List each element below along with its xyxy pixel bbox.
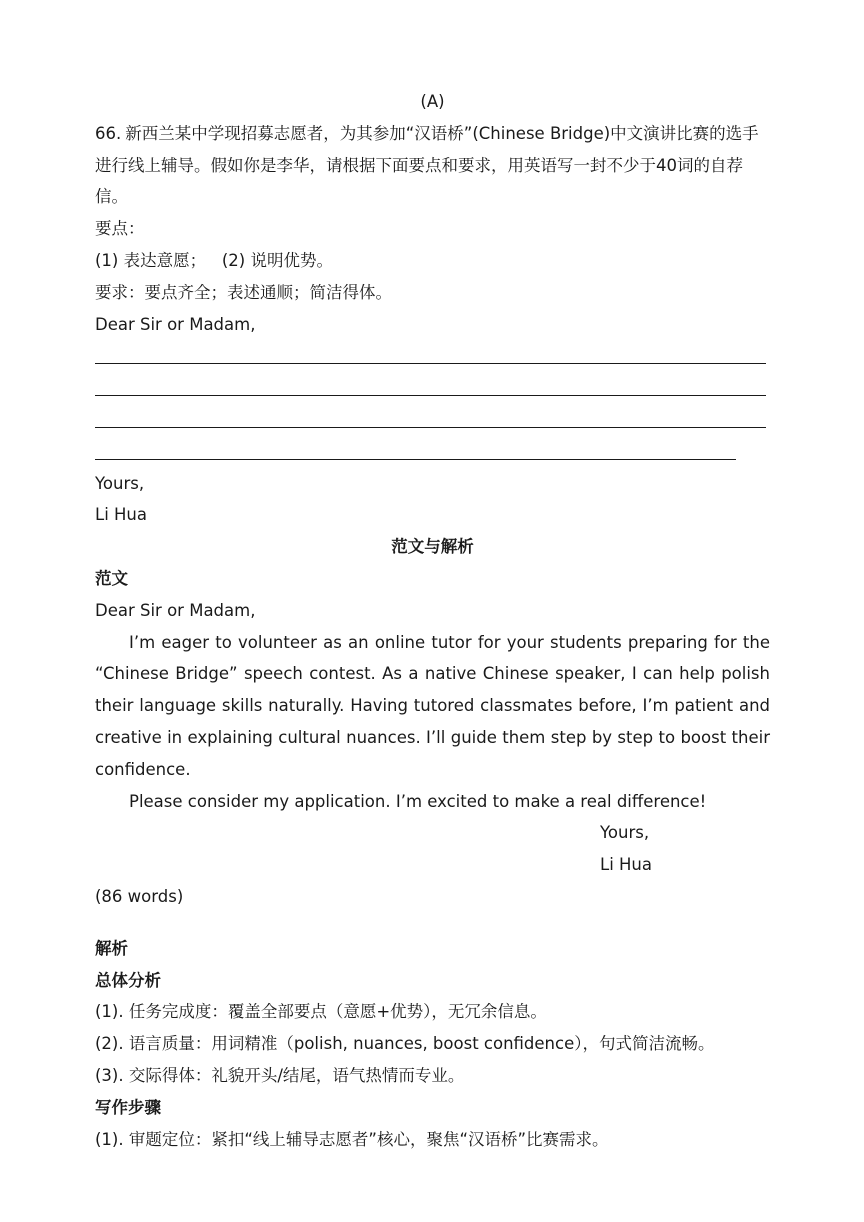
question-number: 66.: [95, 123, 122, 143]
question-salutation: Dear Sir or Madam,: [95, 314, 256, 334]
answer-blank-line[interactable]: [95, 436, 770, 468]
question-closing: Yours,: [95, 473, 145, 493]
sample-salutation: Dear Sir or Madam,: [95, 600, 256, 620]
answer-blank-line[interactable]: [95, 340, 770, 372]
question-text-line-3: 信。: [95, 187, 128, 207]
points-label: 要点：: [95, 219, 145, 239]
sample-closing: Yours,: [600, 823, 650, 843]
answer-blank-line[interactable]: [95, 404, 770, 436]
sample-paragraph-1: I’m eager to volunteer as an online tutor for your students preparing for the “Chinese Bridge” speech contest. As a native Chinese speaker, I can help polish their language skills naturally. Having tutored classmates before, I’m patient and creative in explaining cultural nuances. I’ll guide them step by step to boost their confidence.: [95, 632, 770, 779]
document-page: [95, 86, 770, 1155]
sample-paragraph-2: Please consider my application. I’m excited to make a real difference!: [129, 791, 707, 811]
overall-analysis-label: 总体分析: [95, 970, 161, 990]
overall-item: (3). 交际得体：礼貌开头/结尾，语气热情而专业。: [95, 1065, 465, 1085]
overall-item: (1). 任务完成度：覆盖全部要点（意愿+优势），无冗余信息。: [95, 1002, 547, 1022]
analysis-label: 解析: [95, 938, 128, 958]
section-label: (A): [420, 92, 445, 111]
answer-blank-line[interactable]: [95, 372, 770, 404]
answer-heading: 范文与解析: [391, 537, 474, 557]
sample-signature: Li Hua: [600, 855, 652, 875]
writing-steps-label: 写作步骤: [95, 1097, 161, 1117]
question-text-line-2: 进行线上辅导。假如你是李华，请根据下面要点和要求，用英语写一封不少于40词的自荐: [95, 155, 743, 175]
question-signature: Li Hua: [95, 505, 147, 525]
requirements-text: 要求：要点齐全；表述通顺；简洁得体。: [95, 282, 392, 302]
overall-item: (2). 语言质量：用词精准（polish, nuances, boost confidence），句式简洁流畅。: [95, 1034, 715, 1054]
word-count: (86 words): [95, 886, 184, 906]
points-list: (1) 表达意愿； (2) 说明优势。: [95, 250, 333, 270]
question-text-line-1: 66. 新西兰某中学现招募志愿者，为其参加“汉语桥”(Chinese Bridge)中文演讲比赛的选手: [95, 123, 759, 143]
sample-label: 范文: [95, 568, 128, 588]
steps-item: (1). 审题定位：紧扣“线上辅导志愿者”核心，聚焦“汉语桥”比赛需求。: [95, 1129, 609, 1149]
